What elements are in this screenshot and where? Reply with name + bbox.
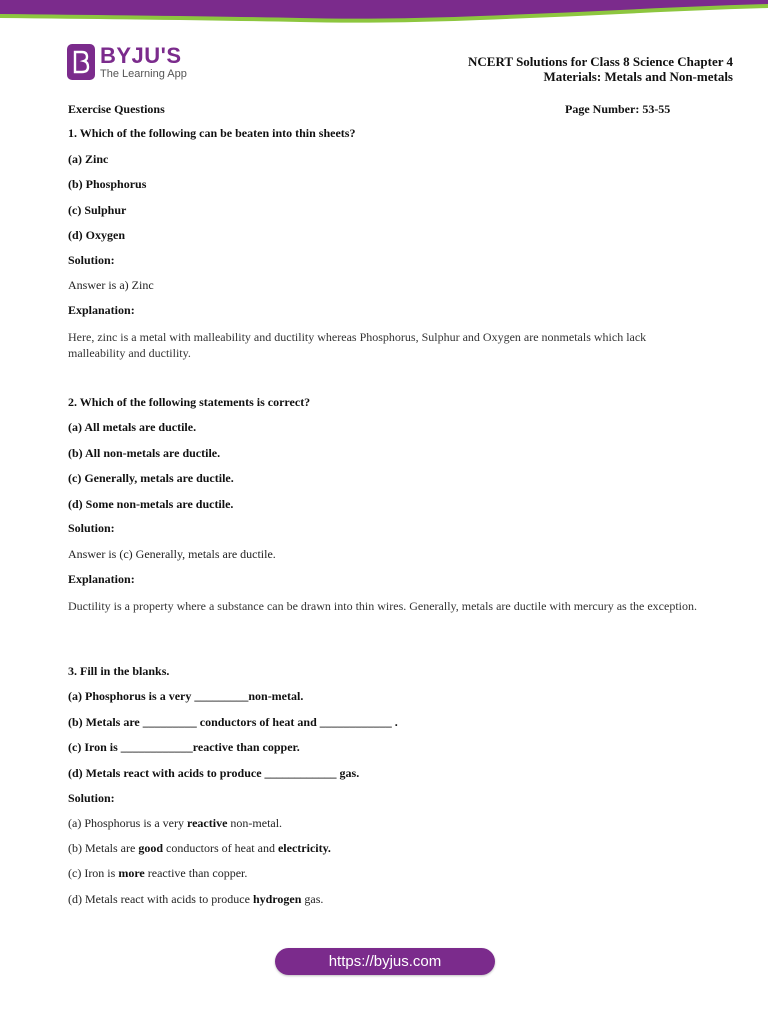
byjus-logo [67, 44, 187, 80]
header-title-line2: Materials: Metals and Non-metals [543, 69, 733, 84]
q3-answer-b-keyword: good [138, 841, 163, 855]
q1-solution-label: Solution: [68, 253, 115, 267]
q3-answer-c: (c) Iron is more reactive than copper. [68, 866, 248, 880]
question-3: 3. Fill in the blanks. [68, 664, 170, 678]
q1-option-c: (c) Sulphur [68, 203, 127, 217]
question-2: 2. Which of the following statements is correct? [68, 395, 311, 409]
q2-option-a: (a) All metals are ductile. [68, 420, 197, 434]
q1-answer: Answer is a) Zinc [68, 278, 154, 292]
q1-option-a: (a) Zinc [68, 152, 109, 166]
q3-answer-d: (d) Metals react with acids to produce hydrogen gas. [68, 892, 324, 906]
brand-tagline: The Learning App [100, 67, 187, 80]
q2-option-d: (d) Some non-metals are ductile. [68, 497, 234, 511]
q2-explanation: Ductility is a property where a substance can be drawn into thin wires. Generally, metals are ductile with mercury as the exception. [68, 599, 698, 613]
page-number: Page Number: 53-55 [565, 102, 671, 116]
q2-answer: Answer is (c) Generally, metals are ductile. [68, 547, 276, 561]
question-1: 1. Which of the following can be beaten into thin sheets? [68, 126, 356, 140]
q1-option-d: (d) Oxygen [68, 228, 125, 242]
q2-explanation-label: Explanation: [68, 572, 135, 586]
top-banner-stripe [0, 0, 768, 26]
website-link-button[interactable]: https://byjus.com [275, 948, 495, 975]
q3-option-a: (a) Phosphorus is a very _________non-metal. [68, 689, 304, 703]
q3-answer-c-keyword: more [118, 866, 145, 880]
brand-name: BYJU'S [100, 42, 182, 68]
document-header [468, 54, 733, 84]
q3-answer-a: (a) Phosphorus is a very reactive non-metal. [68, 816, 283, 830]
q3-solution-label: Solution: [68, 791, 115, 805]
q3-option-d: (d) Metals react with acids to produce ____________ gas. [68, 766, 360, 780]
q3-option-b: (b) Metals are _________ conductors of heat and ____________ . [68, 715, 398, 729]
q1-explanation-label: Explanation: [68, 303, 135, 317]
q3-answer-d-keyword: hydrogen [252, 892, 302, 906]
q2-solution-label: Solution: [68, 521, 115, 535]
q1-explanation: Here, zinc is a metal with malleability and ductility whereas Phosphorus, Sulphur and Oxygen are nonmetals which lack malleability and ductility. [68, 330, 647, 360]
q3-answer-a-keyword: reactive [186, 816, 228, 830]
q2-option-c: (c) Generally, metals are ductile. [68, 471, 234, 485]
q3-answer-b: (b) Metals are good conductors of heat and electricity. [68, 841, 331, 855]
section-title: Exercise Questions [68, 102, 165, 116]
q3-option-c: (c) Iron is ____________reactive than copper. [68, 740, 300, 754]
byjus-logo-icon [67, 44, 95, 80]
q2-option-b: (b) All non-metals are ductile. [68, 446, 221, 460]
header-title-line1: NCERT Solutions for Class 8 Science Chapter 4 [468, 54, 733, 69]
q1-option-b: (b) Phosphorus [68, 177, 147, 191]
q3-answer-b-keyword-2: electricity. [277, 841, 331, 855]
